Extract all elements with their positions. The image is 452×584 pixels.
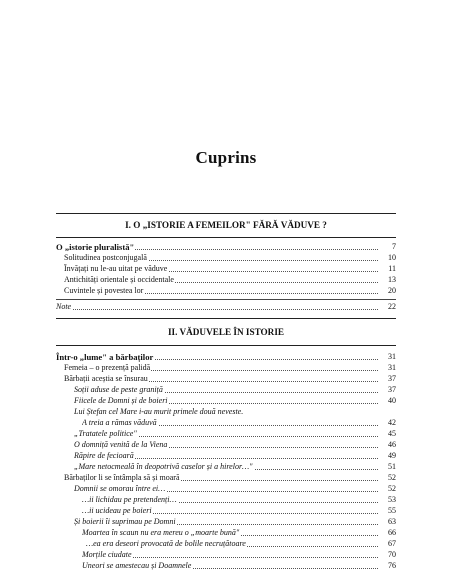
toc-entry-title: A treia a rămas văduvă <box>82 418 157 427</box>
toc-entry <box>56 286 396 296</box>
toc-entry <box>56 484 396 494</box>
toc-entry-page: 37 <box>388 374 396 383</box>
toc-entry-title: Într-o „lume" a bărbaților <box>56 352 154 362</box>
toc-entry-page: 7 <box>392 242 396 251</box>
toc-entry-page: 52 <box>388 484 396 493</box>
toc-entry-title: Și boierii îi suprimau pe Domni <box>74 517 176 526</box>
toc-entry-title: Bărbaților li se întâmpla să și moară <box>64 473 180 482</box>
toc-entry-title: „Mare netocmeală în deopotrivă caselor și a hirelor…" <box>74 462 253 471</box>
toc-entry-title: Răpire de fecioară <box>74 451 134 460</box>
toc-entry-title: Lui Ștefan cel Mare i-au murit primele două neveste. <box>74 407 244 416</box>
toc-entry-title: …ea era deseori provocată de bolile necruțătoare <box>86 539 246 548</box>
toc-entry-title: Uneori se amestecau și Doamnele <box>82 561 192 570</box>
toc-entry <box>56 440 396 450</box>
section-2-top-rule <box>56 318 396 319</box>
toc-entry-title: O „istorie pluralistă" <box>56 242 135 252</box>
toc-entry <box>56 506 396 516</box>
toc-entry <box>56 264 396 274</box>
toc-entry-page: 49 <box>388 451 396 460</box>
toc-entry-page: 55 <box>388 506 396 515</box>
toc-entry-page: 31 <box>388 363 396 372</box>
toc-entry-page: 40 <box>388 396 396 405</box>
toc-entry-title: Bărbații aceștia se însurau <box>64 374 148 383</box>
toc-entry-page: 42 <box>388 418 396 427</box>
section-2-bottom-rule <box>56 345 396 346</box>
page-title: Cuprins <box>195 148 257 167</box>
section-2-heading: II. VĂDUVELE ÎN ISTORIE <box>167 327 285 337</box>
toc-entry <box>56 396 396 406</box>
toc-entry <box>56 253 396 263</box>
toc-entry <box>56 407 396 417</box>
toc-entry-page: 67 <box>388 539 396 548</box>
toc-entry <box>56 429 396 439</box>
toc-entry-page: 45 <box>388 429 396 438</box>
toc-entry-page: 13 <box>388 275 396 284</box>
notes-rule <box>56 299 396 300</box>
toc-entry-page: 11 <box>388 264 396 273</box>
toc-entry-page: 76 <box>388 561 396 570</box>
toc-entry-page: 70 <box>388 550 396 559</box>
toc-entry-page: 66 <box>388 528 396 537</box>
toc-entry <box>56 517 396 527</box>
toc-entry-title: Moartea în scaun nu era mereu o „moarte bună" <box>82 528 240 537</box>
dot-leader <box>56 309 378 310</box>
toc-entry <box>56 385 396 395</box>
section-1-top-rule <box>56 213 396 214</box>
toc-entry <box>56 302 396 312</box>
toc-entry <box>56 539 396 549</box>
toc-entry <box>56 528 396 538</box>
toc-entry-page: 22 <box>388 302 396 311</box>
toc-entry <box>56 473 396 483</box>
toc-entry-title: …ii lichidau pe pretendenți… <box>82 495 177 504</box>
toc-entry-title: Cuvintele și povestea lor <box>64 286 144 295</box>
toc-entry-title: Domnii se omorau între ei… <box>74 484 166 493</box>
toc-entry <box>56 451 396 461</box>
toc-entry-title: Morțile ciudate <box>82 550 132 559</box>
section-1-heading: I. O „ISTORIE A FEMEILOR" FĂRĂ VĂDUVE ? <box>125 220 327 230</box>
toc-entry-title: Femeia – o prezență palidă <box>64 363 151 372</box>
toc-entry <box>56 495 396 505</box>
toc-entry-title: Note <box>56 302 72 311</box>
toc-entry-page: 10 <box>388 253 396 262</box>
toc-entry-title: O domniță venită de la Viena <box>74 440 168 449</box>
toc-entry <box>56 550 396 560</box>
toc-entry-title: Antichități orientale și occidentale <box>64 275 174 284</box>
toc-entry <box>56 275 396 285</box>
toc-entry <box>56 374 396 384</box>
toc-entry-title: Soții aduse de peste graniță <box>74 385 163 394</box>
toc-entry-title: „Tratatele politice" <box>74 429 137 438</box>
toc-entry-page: 63 <box>388 517 396 526</box>
toc-entry-title: Solitudinea postconjugală <box>64 253 147 262</box>
toc-entry-title: Fiicele de Domni și de boieri <box>74 396 168 405</box>
toc-entry-page: 51 <box>388 462 396 471</box>
toc-entry-page: 53 <box>388 495 396 504</box>
toc-entry <box>56 352 396 362</box>
toc-entry-title: Învățați nu le-au uitat pe văduve <box>64 264 168 273</box>
section-1-bottom-rule <box>56 237 396 238</box>
toc-entry-title: …ii ucideau pe boieri <box>82 506 152 515</box>
toc-entry <box>56 561 396 571</box>
toc-entry <box>56 462 396 472</box>
toc-entry-page: 46 <box>388 440 396 449</box>
toc-entry <box>56 242 396 252</box>
toc-entry <box>56 418 396 428</box>
toc-entry-page: 52 <box>388 473 396 482</box>
toc-entry-page: 31 <box>388 352 396 361</box>
toc-entry-page: 37 <box>388 385 396 394</box>
toc-entry <box>56 363 396 373</box>
toc-entry-page: 20 <box>388 286 396 295</box>
